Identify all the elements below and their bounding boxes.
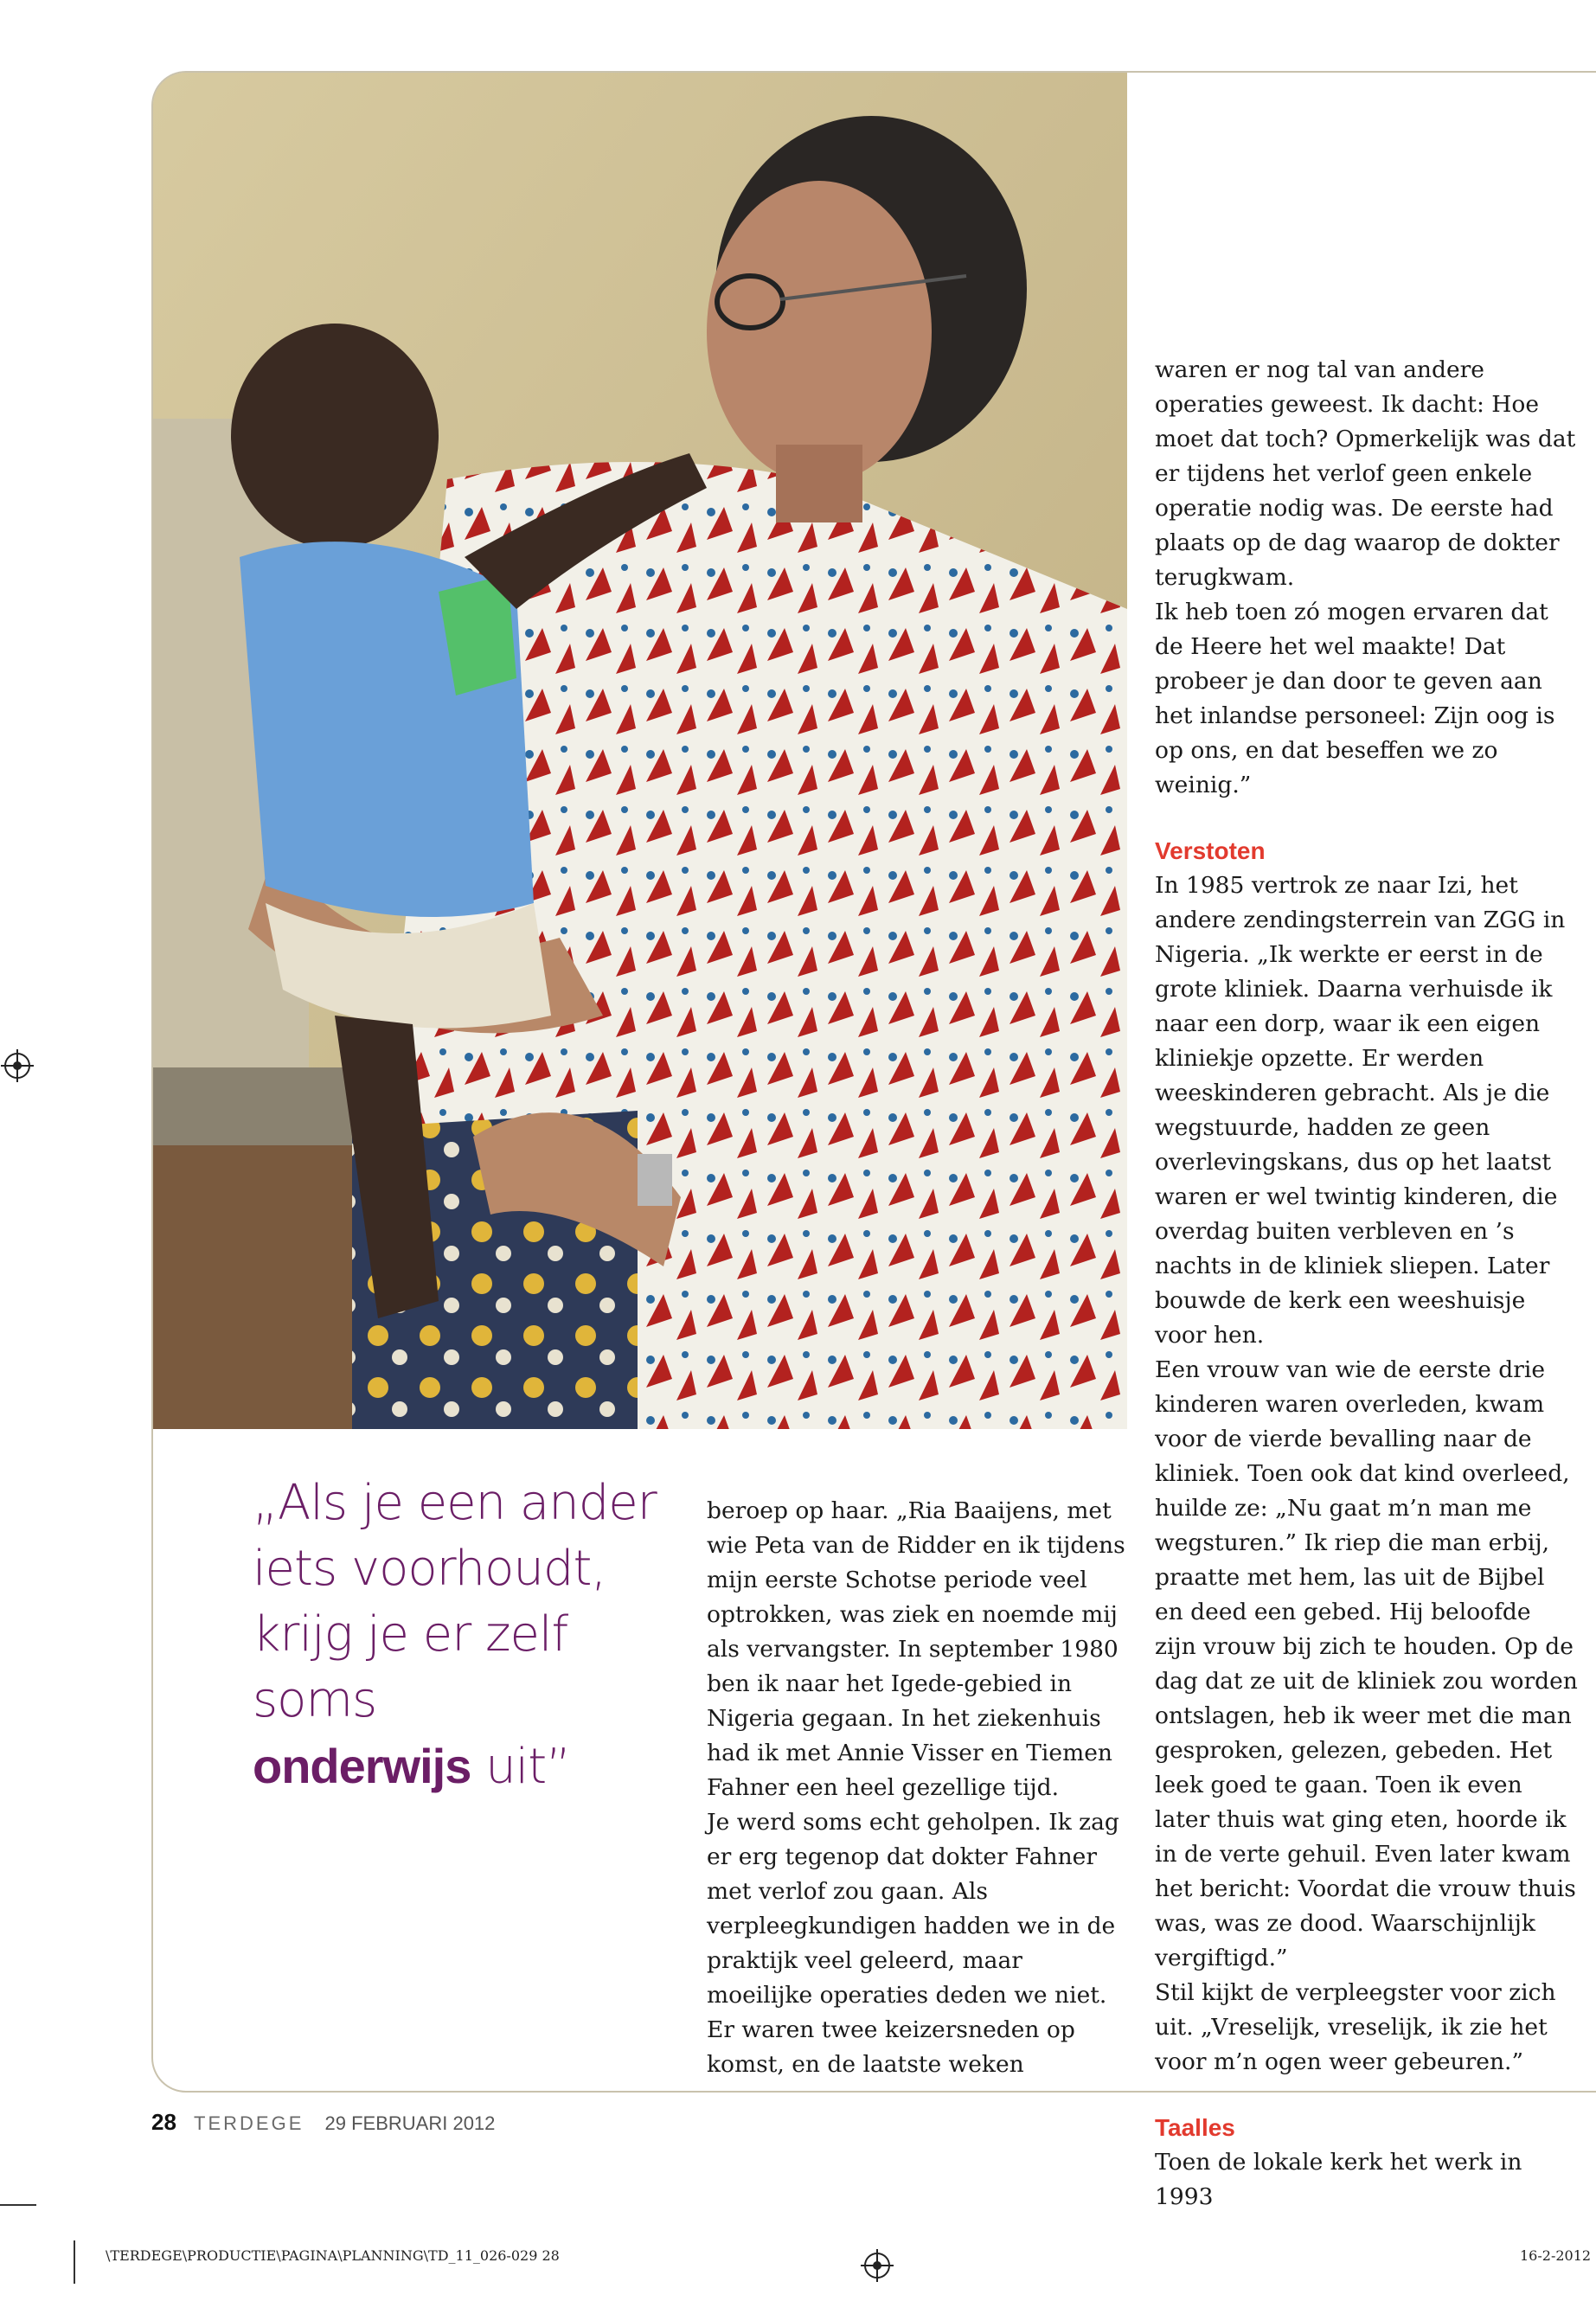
pull-quote [253, 1471, 702, 1800]
pull-quote-line: iets voorhoudt, [253, 1541, 606, 1597]
paragraph: Je werd soms echt geholpen. Ik zag er erg tegenop dat dokter Fahner met verlof zou gaan. Als verpleegkundigen hadden we in de praktijk veel geleerd, maar moeilijke operaties deden we niet. Er waren twee keizersneden op komst, en de laatste weken [707, 1809, 1119, 2078]
paragraph: In 1985 vertrok ze naar Izi, het andere zendingsterrein van ZGG in Nigeria. „Ik werkte er eerst in de grote kliniek. Daarna verhuisde ik naar een dorp, waar ik een eigen kliniekje opzette. Er werden weeskinderen gebracht. Als je die wegstuurde, hadden ze geen overlevingskans, dus op het laatst waren er wel twintig kinderen, die overdag buiten verbleven en ’s nachts in de kliniek sliepen. Later bouwde de kerk een weeshuisje voor hen. [1155, 872, 1566, 1349]
page-number: 28 [151, 2109, 176, 2135]
print-slug-date: 16-2-2012 [1520, 2247, 1592, 2264]
paragraph: waren er nog tal van andere operaties geweest. Ik dacht: Hoe moet dat toch? Opmerkelijk was dat er tijdens het verlof geen enkele operatie nodig was. De eerste had plaats op de dag waarop de dokter terugkwam. [1155, 356, 1576, 591]
issue-date: 29 FEBRUARI 2012 [324, 2112, 496, 2134]
crop-mark [74, 2240, 75, 2284]
photo-image [153, 73, 1127, 1429]
paragraph: Toen de lokale kerk het werk in 1993 [1155, 2149, 1522, 2210]
subheading-verstoten: Verstoten [1155, 837, 1266, 864]
pull-quote-line [253, 1734, 702, 1800]
subheading-taalles: Taalles [1155, 2114, 1235, 2141]
article-column-middle [707, 1494, 1131, 2082]
article-photo [153, 73, 1127, 1429]
paragraph: Ik heb toen zó mogen ervaren dat de Heere het wel maakte! Dat probeer je dan door te geven aan het inlandse personeel: Zijn oog is op ons, en dat beseffen we zo weinig.” [1155, 599, 1555, 798]
paragraph: Stil kijkt de verpleegster voor zich uit. „Vreselijk, vreselijk, ik zie het voor m’n ogen weer gebeuren.” [1155, 1979, 1556, 2075]
crop-mark [0, 2204, 36, 2206]
pull-quote-emphasis: onderwijs [253, 1739, 471, 1793]
registration-mark-icon [4, 1053, 30, 1079]
magazine-name: TERDEGE [194, 2112, 304, 2134]
print-slug-path: \TERDEGE\PRODUCTIE\PAGINA\PLANNING\TD_11_026-029 28 [106, 2247, 560, 2264]
page-footer [151, 2109, 495, 2136]
paragraph: beroep op haar. „Ria Baaijens, met wie Peta van de Ridder en ik tijdens mijn eerste Schotse periode veel optrokken, was ziek en noemde mij als vervangster. In september 1980 ben ik naar het Igede-gebied in Nigeria gegaan. In het ziekenhuis had ik met Annie Visser en Tiemen Fahner een heel gezellige tijd. [707, 1497, 1125, 1801]
pull-quote-line: krijg je er zelf soms [253, 1606, 568, 1728]
paragraph: Een vrouw van wie de eerste drie kinderen waren overleden, kwam voor de vierde bevalling naar de kliniek. Toen ook dat kind overleed, huilde ze: „Nu gaat m’n man me wegsturen.” Ik riep die man erbij, praatte met hem, las uit de Bijbel en deed een gebed. Hij beloofde zijn vrouw bij zich te houden. Op de dag dat ze uit de kliniek zou worden ontslagen, heb ik weer met die man gesproken, gelezen, gebeden. Het leek goed te gaan. Toen ik even later thuis wat ging eten, hoorde ik in de verte gehuil. Even later kwam het bericht: Voordat die vrouw thuis was, was ze dood. Waarschijnlijk vergiftigd.” [1155, 1356, 1578, 1971]
pull-quote-end: uit” [471, 1739, 571, 1795]
article-column-right [1155, 353, 1579, 2214]
registration-mark-icon [864, 2253, 890, 2279]
pull-quote-line: „Als je een ander [253, 1475, 657, 1531]
